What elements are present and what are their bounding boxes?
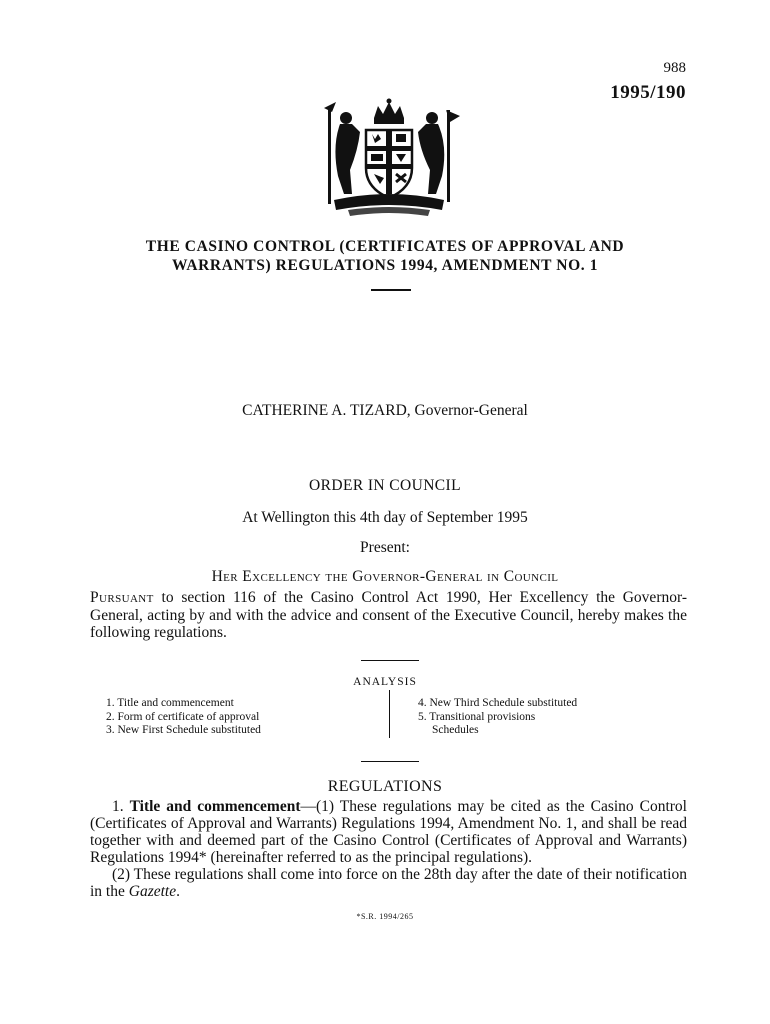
analysis-column-divider — [389, 690, 390, 738]
analysis-right-column — [418, 697, 577, 738]
preamble-text: to section 116 of the Casino Control Act 1990, Her Excellency the Governor-General, acting by and with the advice and consent of the Executive Council, hereby makes the following regulations. — [90, 589, 687, 641]
analysis-item: 5. Transitional provisions — [418, 710, 536, 723]
gazette-italic: Gazette — [128, 883, 177, 900]
subsection-2-text: (2) These regulations shall come into force on the 28th day after the date of their notification in the — [90, 866, 687, 900]
title-line-1: THE CASINO CONTROL (CERTIFICATES OF APPROVAL AND — [145, 238, 625, 255]
section-heading: Title and commencement — [129, 798, 301, 815]
analysis-item: 1. Title and commencement — [106, 697, 234, 709]
analysis-left-column — [106, 697, 261, 738]
analysis-top-divider — [361, 660, 419, 661]
presence-line: Her Excellency the Governor-General in Council — [211, 568, 559, 585]
document-title — [90, 237, 680, 275]
section-1-subsection-1 — [90, 798, 687, 866]
signatory: CATHERINE A. TIZARD, Governor-General — [242, 402, 528, 419]
analysis-item: 2. Form of certificate of approval — [106, 710, 260, 723]
page-number: 988 — [663, 60, 686, 76]
subsection-2-end: . — [176, 883, 180, 900]
analysis-bottom-divider — [361, 761, 419, 762]
analysis-item: 4. New Third Schedule substituted — [418, 697, 578, 709]
present-label: Present: — [360, 539, 410, 556]
heading-dash: — — [300, 798, 316, 815]
analysis-heading: ANALYSIS — [353, 676, 417, 688]
section-number: 1. — [112, 798, 124, 815]
order-heading: ORDER IN COUNCIL — [309, 477, 461, 494]
footnote: *S.R. 1994/265 — [356, 912, 414, 921]
subsection-1-text: (1) These regulations may be cited as the Casino Control (Certificates of Approval and Warrants) Regulations 1994, Amendment No. 1, and shall be read together with and deemed part of the Casino Control (Certificates of Approval and Warrants) Regulations 1994* (hereinafter referred to as the principal regulations). — [90, 798, 687, 866]
coat-of-arms-icon — [308, 96, 470, 220]
regulation-body — [90, 798, 687, 900]
regulations-heading: REGULATIONS — [327, 778, 443, 795]
regulation-number: 1995/190 — [610, 82, 686, 103]
analysis-item: Schedules — [432, 724, 479, 736]
analysis-item: 3. New First Schedule substituted — [106, 724, 261, 736]
preamble-lead-word: Pursuant — [90, 589, 154, 606]
title-divider — [371, 289, 411, 291]
place-date: At Wellington this 4th day of September 1995 — [242, 509, 528, 526]
title-line-2: WARRANTS) REGULATIONS 1994, AMENDMENT NO. 1 — [171, 257, 599, 274]
section-1-subsection-2 — [90, 866, 687, 900]
preamble-paragraph — [90, 589, 687, 642]
